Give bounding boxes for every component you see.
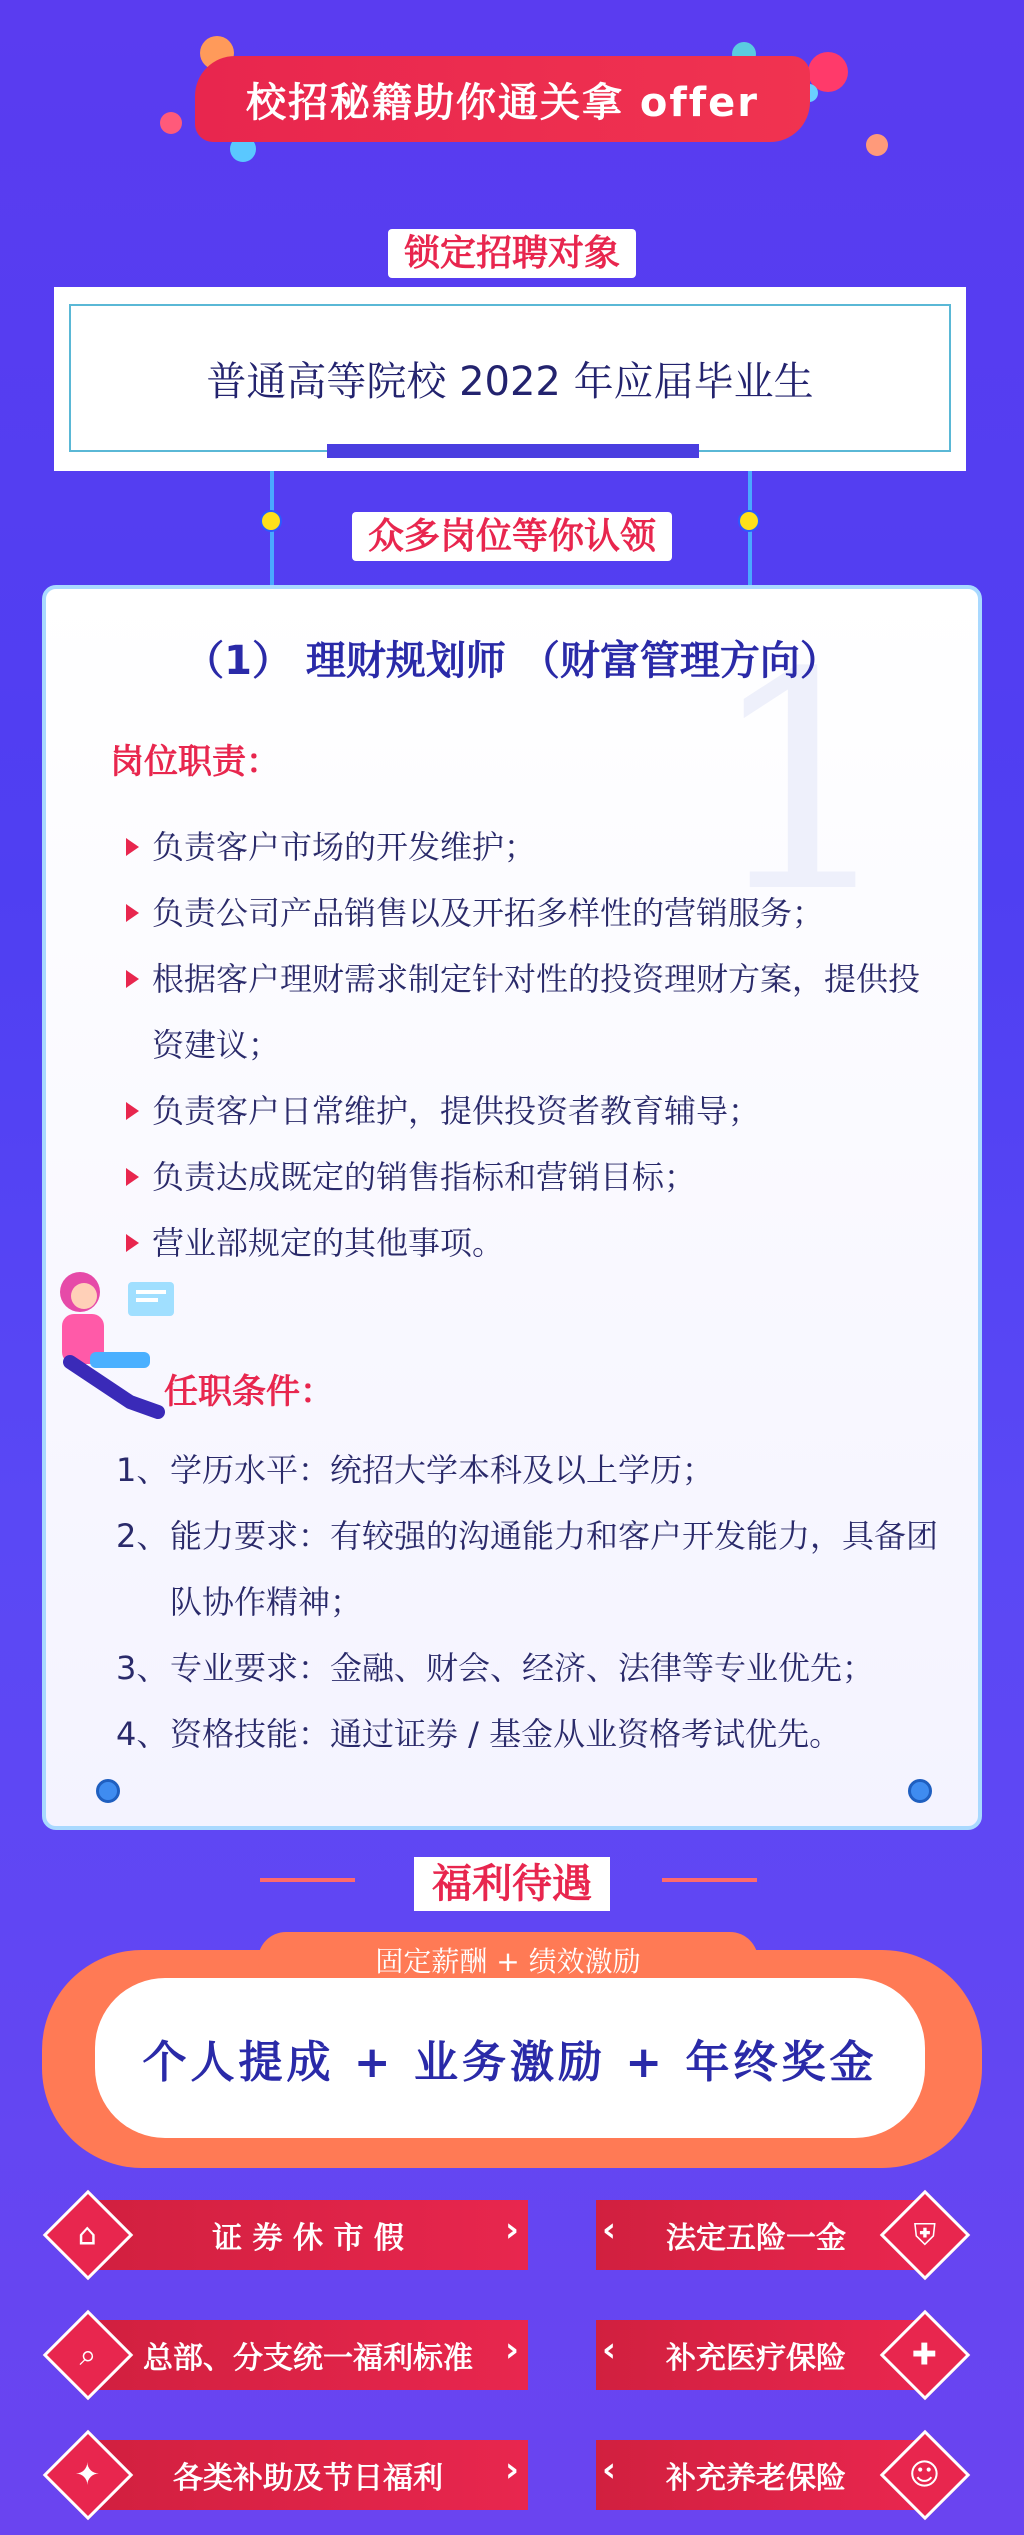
target-title-label: 锁定招聘对象 xyxy=(388,229,636,278)
job-title: （1） 理财规划师 （财富管理方向） xyxy=(184,638,840,684)
list-item xyxy=(116,1437,956,1503)
condition-number: 3、 xyxy=(116,1649,169,1687)
condition-text: 资格技能：通过证券 / 基金从业资格考试优先。 xyxy=(170,1715,842,1753)
home-icon: ⌂ xyxy=(43,2190,134,2281)
target-box xyxy=(54,287,966,471)
condition-text: 学历水平：统招大学本科及以上学历； xyxy=(170,1451,715,1489)
condition-text: 专业要求：金融、财会、经济、法律等专业优先； xyxy=(170,1649,875,1687)
list-item: 负责客户日常维护，提供投资者教育辅导； xyxy=(126,1078,946,1144)
benefit-label: 法定五险一金 xyxy=(666,2221,846,2256)
positions-section-title xyxy=(0,508,1024,559)
pin-left xyxy=(96,1779,120,1803)
list-item: 负责客户市场的开发维护； xyxy=(126,814,946,880)
chevron-left-icon: ‹ xyxy=(602,2330,617,2370)
salary-tag: 固定薪酬 + 绩效激励 xyxy=(258,1932,758,1988)
condition-number: 2、 xyxy=(116,1517,169,1555)
conditions-list xyxy=(116,1437,956,1767)
chevron-left-icon: ‹ xyxy=(602,2450,617,2490)
benefit-label: 证 券 休 市 假 xyxy=(212,2221,404,2256)
benefit-label: 各类补助及节日福利 xyxy=(173,2461,443,2496)
condition-number: 1、 xyxy=(116,1451,169,1489)
target-text: 普通高等院校 2022 年应届毕业生 xyxy=(69,304,951,452)
elder-person-icon: ☺ xyxy=(880,2430,971,2521)
benefit-pension-insurance xyxy=(596,2440,916,2510)
conditions-heading: 任职条件： xyxy=(164,1372,334,1412)
chevron-right-icon: › xyxy=(505,2450,520,2490)
decoration-dot xyxy=(866,134,888,156)
benefit-label: 补充养老保险 xyxy=(666,2461,846,2496)
welfare-title-label: 福利待遇 xyxy=(414,1857,610,1911)
benefit-unified-standard xyxy=(88,2320,528,2390)
big-number-watermark: 1 xyxy=(707,609,898,958)
shield-person-icon: ⛨ xyxy=(880,2190,971,2281)
header-banner: 校招秘籍助你通关拿 offer xyxy=(195,56,810,142)
duties-heading: 岗位职责： xyxy=(110,742,280,782)
list-item: 根据客户理财需求制定针对性的投资理财方案，提供投资建议； xyxy=(126,946,946,1078)
condition-number: 4、 xyxy=(116,1715,169,1753)
pin-right xyxy=(908,1779,932,1803)
duties-list xyxy=(126,814,946,1276)
job-card xyxy=(42,585,982,1830)
benefit-securities-holiday xyxy=(88,2200,528,2270)
chevron-right-icon: › xyxy=(505,2330,520,2370)
condition-text: 能力要求：有较强的沟通能力和客户开发能力，具备团队协作精神； xyxy=(170,1517,939,1621)
gift-icon: ✦ xyxy=(43,2430,134,2521)
benefit-medical-insurance xyxy=(596,2320,916,2390)
benefit-allowances xyxy=(88,2440,528,2510)
benefit-social-insurance xyxy=(596,2200,916,2270)
decoration-dot xyxy=(160,112,182,134)
benefit-label: 补充医疗保险 xyxy=(666,2341,846,2376)
list-item xyxy=(116,1503,956,1635)
person-laptop-illustration xyxy=(40,1262,180,1432)
list-item: 营业部规定的其他事项。 xyxy=(126,1210,946,1276)
list-item: 负责达成既定的销售指标和营销目标； xyxy=(126,1144,946,1210)
chevron-left-icon: ‹ xyxy=(602,2210,617,2250)
building-search-icon: ⌕ xyxy=(43,2310,134,2401)
positions-title-label: 众多岗位等你认领 xyxy=(352,512,672,561)
medical-kit-icon: ✚ xyxy=(880,2310,971,2401)
chevron-right-icon: › xyxy=(505,2210,520,2250)
list-item xyxy=(116,1701,956,1767)
target-underline-bar xyxy=(327,444,699,458)
benefit-label: 总部、分支统一福利标准 xyxy=(143,2341,473,2376)
target-section-title xyxy=(0,225,1024,276)
welfare-section-title xyxy=(0,1852,1024,1909)
list-item xyxy=(116,1635,956,1701)
salary-main-text: 个人提成 + 业务激励 + 年终奖金 xyxy=(95,1978,925,2138)
list-item: 负责公司产品销售以及开拓多样性的营销服务； xyxy=(126,880,946,946)
